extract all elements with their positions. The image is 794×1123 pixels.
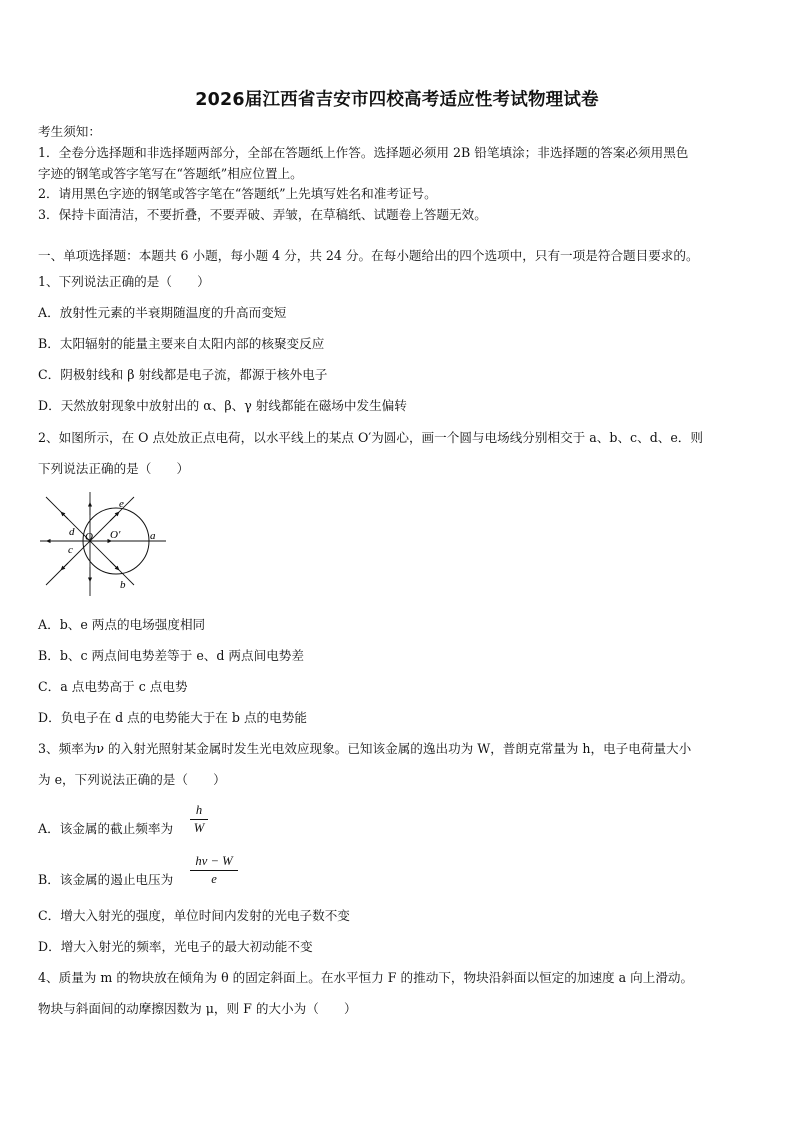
notice-item-1-cont: 字迹的钢笔或答字笔写在“答题纸”相应位置上。 bbox=[38, 166, 303, 181]
label-e: e bbox=[119, 498, 124, 510]
q3-option-b-numerator: hν − W bbox=[195, 854, 233, 868]
q4-stem-line1: 4、质量为 m 的物块放在倾角为 θ 的固定斜面上。在水平恒力 F 的推动下，物块沿斜面以恒定的加速度 a 向上滑动。 bbox=[38, 970, 694, 985]
q1-option-c: C．阴极射线和 β 射线都是电子流，都源于核外电子 bbox=[38, 367, 328, 382]
notice-item-1: 1．全卷分选择题和非选择题两部分，全部在答题纸上作答。选择题必须用 2B 铅笔填涂；非选择题的答案必须用黑色 bbox=[38, 145, 689, 160]
q3-option-a-fraction bbox=[190, 803, 208, 836]
q4-stem-line2: 物块与斜面间的动摩擦因数为 μ，则 F 的大小为（ ） bbox=[38, 1001, 357, 1016]
q3-option-b-denominator: e bbox=[211, 872, 217, 886]
notice-heading: 考生须知： bbox=[38, 124, 101, 139]
q1-option-d: D．天然放射现象中放射出的 α、β、γ 射线都能在磁场中发生偏转 bbox=[38, 398, 407, 413]
q3-option-c: C．增大入射光的强度，单位时间内发射的光电子数不变 bbox=[38, 908, 350, 923]
q2-option-b: B．b、c 两点间电势差等于 e、d 两点间电势差 bbox=[38, 648, 304, 663]
q2-option-c: C．a 点电势高于 c 点电势 bbox=[38, 679, 188, 694]
q3-option-a-denominator: W bbox=[193, 821, 205, 835]
q2-option-a: A．b、e 两点的电场强度相同 bbox=[38, 617, 206, 632]
section-heading: 一、单项选择题：本题共 6 小题，每小题 4 分，共 24 分。在每小题给出的四个选项中，只有一项是符合题目要求的。 bbox=[38, 248, 699, 263]
notice-item-3: 3．保持卡面清洁，不要折叠，不要弄破、弄皱，在草稿纸、试题卷上答题无效。 bbox=[38, 207, 487, 222]
q3-option-a-numerator: h bbox=[195, 803, 203, 817]
notice-item-2: 2．请用黑色字迹的钢笔或答字笔在“答题纸”上先填写姓名和准考证号。 bbox=[38, 186, 437, 201]
label-a: a bbox=[150, 530, 156, 542]
q3-stem-line1: 3、频率为ν 的入射光照射某金属时发生光电效应现象。已知该金属的逸出功为 W，普朗克常量为 h，电子电荷量大小 bbox=[38, 741, 692, 756]
label-c: c bbox=[68, 544, 73, 556]
label-O: O bbox=[85, 531, 93, 543]
q3-stem-line2: 为 e，下列说法正确的是（ ） bbox=[38, 772, 226, 787]
q3-option-b-text: B．该金属的遏止电压为 bbox=[38, 872, 174, 887]
q2-stem-line2: 下列说法正确的是（ ） bbox=[38, 461, 190, 476]
q3-option-b-fraction bbox=[190, 854, 238, 887]
label-b: b bbox=[120, 579, 126, 591]
q1-stem: 1、下列说法正确的是（ ） bbox=[38, 274, 210, 289]
q3-option-a-text: A．该金属的截止频率为 bbox=[38, 821, 174, 836]
label-d: d bbox=[69, 526, 75, 538]
q3-option-d: D．增大入射光的频率，光电子的最大初动能不变 bbox=[38, 939, 313, 954]
q2-option-d: D．负电子在 d 点的电势能大于在 b 点的电势能 bbox=[38, 710, 307, 725]
q1-option-a: A．放射性元素的半衰期随温度的升高而变短 bbox=[38, 305, 287, 320]
q1-option-b: B．太阳辐射的能量主要来自太阳内部的核聚变反应 bbox=[38, 336, 325, 351]
q2-field-diagram bbox=[38, 490, 168, 600]
page-title: 2026届江西省吉安市四校高考适应性考试物理试卷 bbox=[195, 90, 599, 110]
q2-stem-line1: 2、如图所示，在 O 点处放正点电荷，以水平线上的某点 O′为圆心，画一个圆与电场线分别相交于 a、b、c、d、e．则 bbox=[38, 430, 703, 445]
label-O-prime: O′ bbox=[110, 529, 121, 541]
